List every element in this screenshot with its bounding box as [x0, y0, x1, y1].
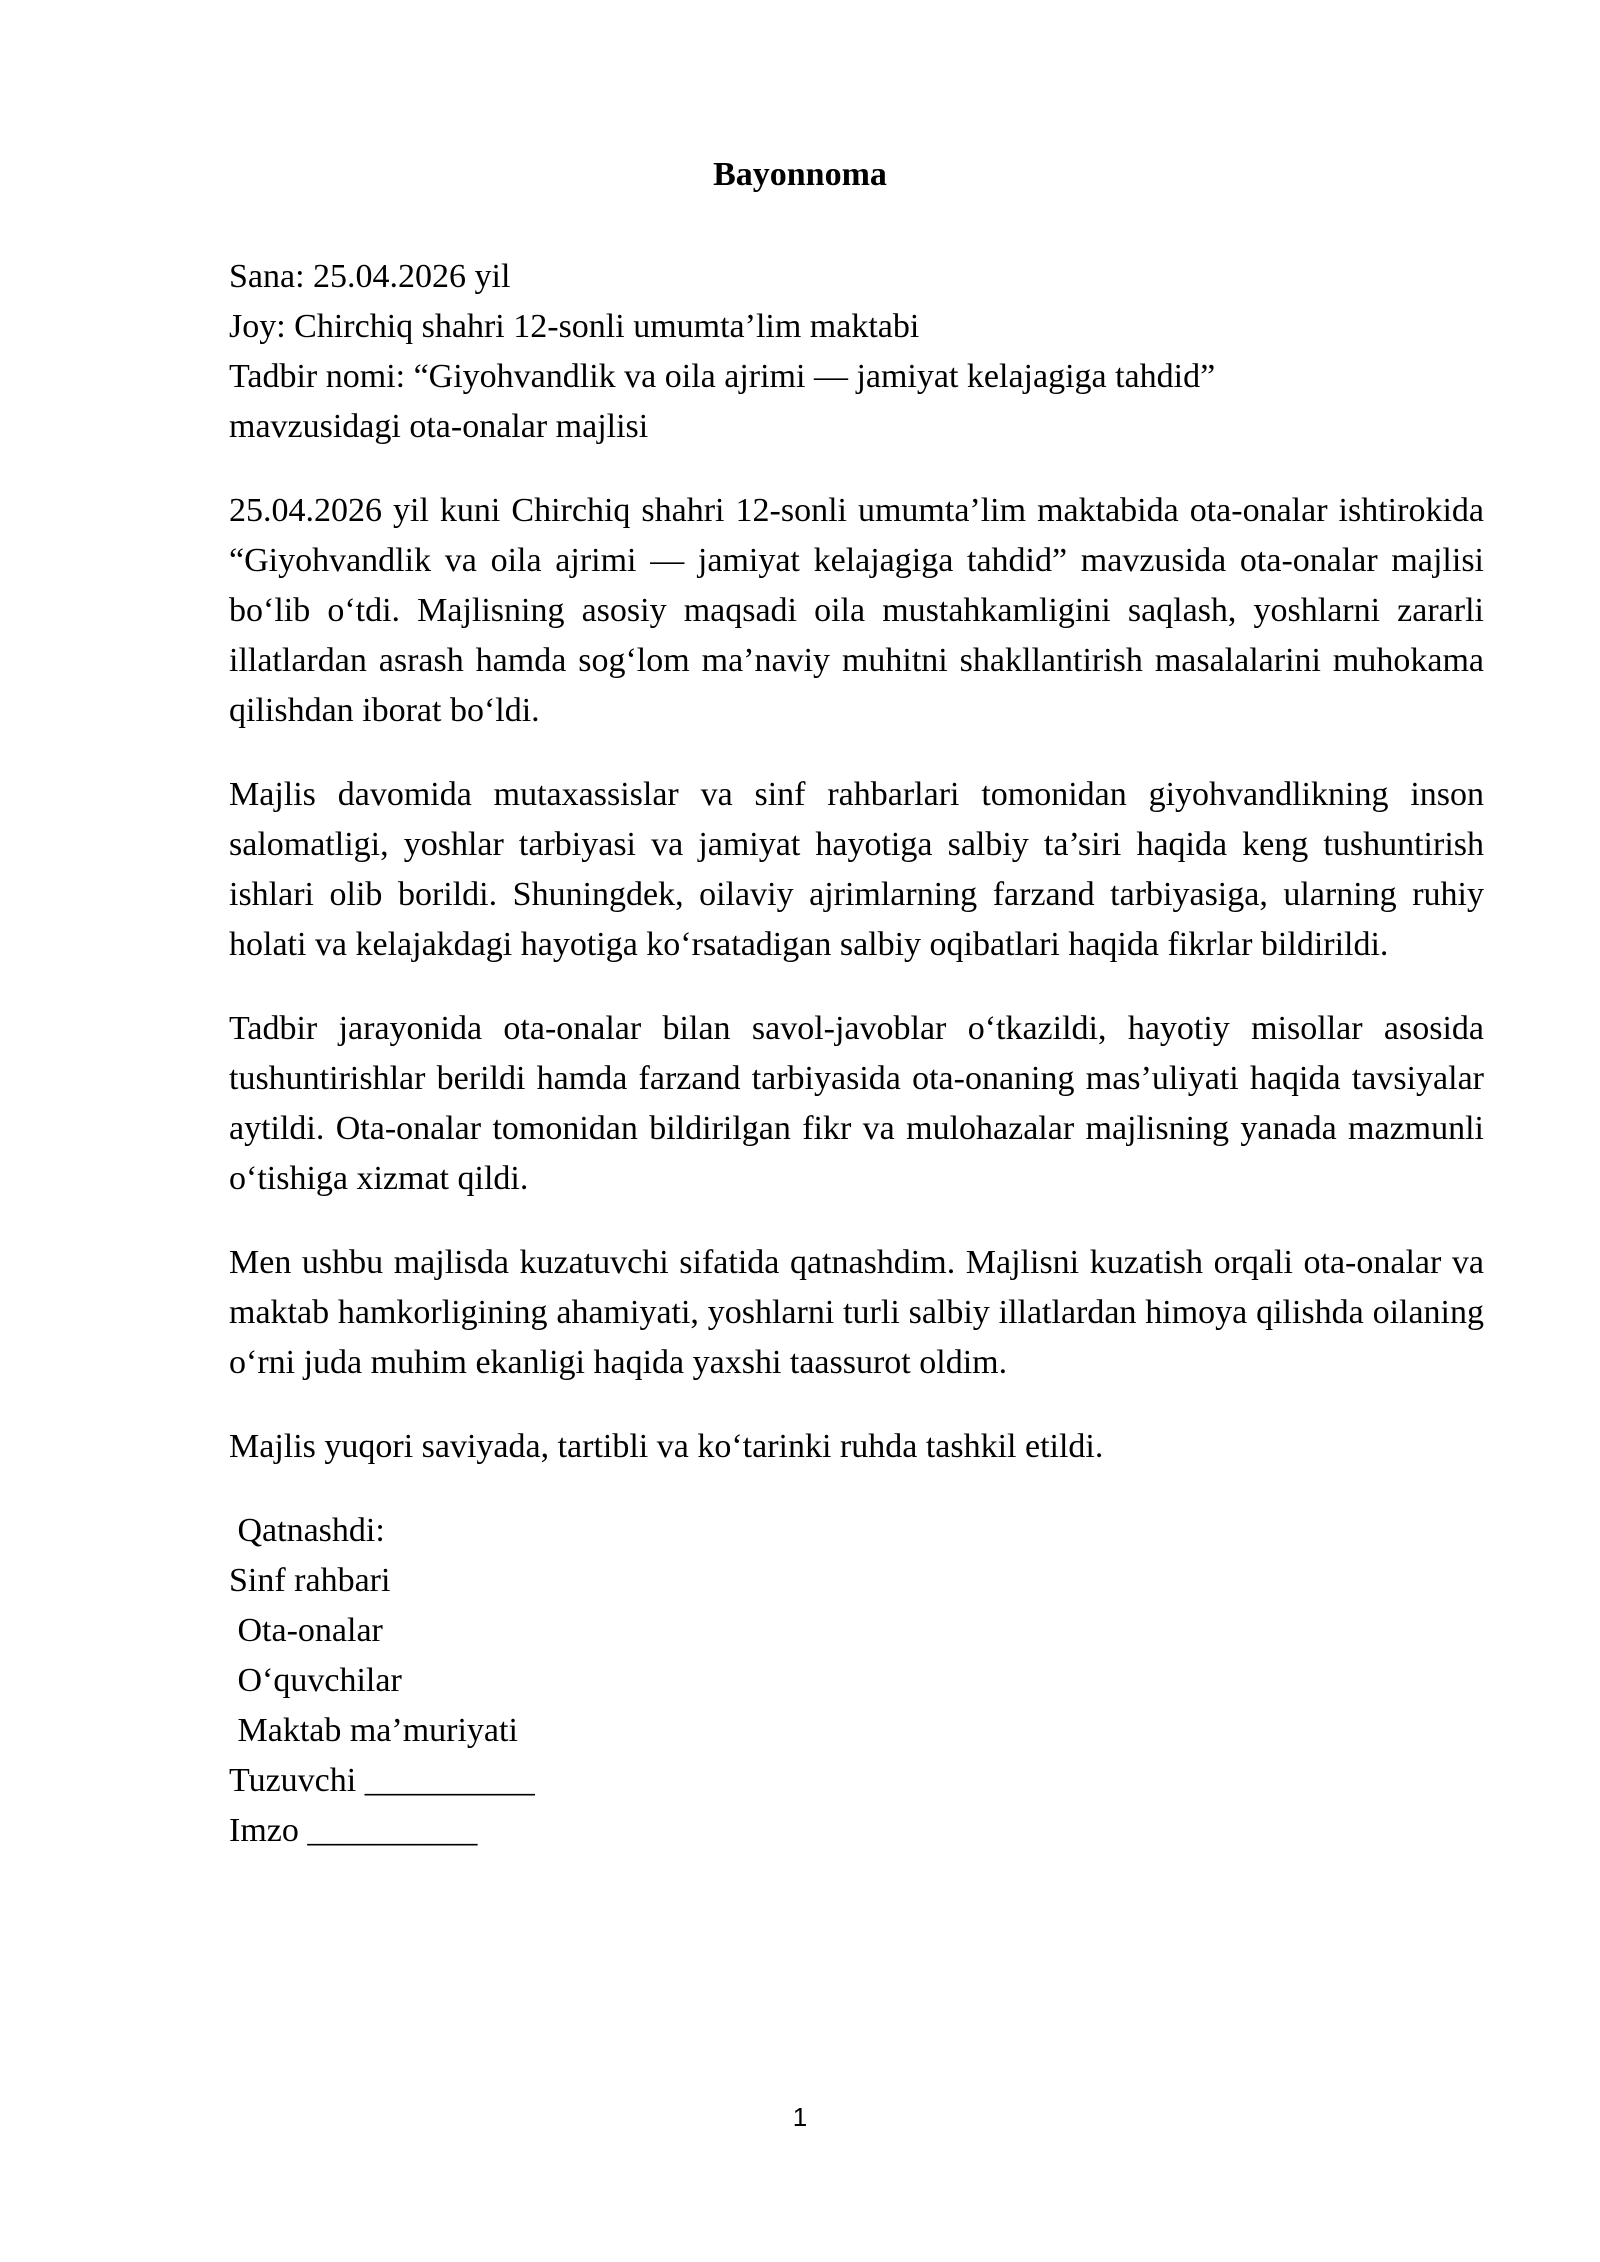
document-body: [229, 252, 1484, 1856]
meta-date: Sana: 25.04.2026 yil: [229, 258, 511, 295]
paragraph-3: Tadbir jarayonida ota-onalar bilan savol-javoblar o‘tkazildi, hayotiy misollar asosida tushuntirishlar berildi hamda farzand tarbiyasida ota-onaning mas’uliyati haqida tavsiyalar aytildi. Ota-onalar tomonidan bildirilgan fikr va mulohazalar majlisning yanada mazmunli o‘tishiga xizmat qildi.: [229, 1010, 1484, 1197]
document-title: Bayonnoma: [713, 156, 887, 193]
paragraph-1: 25.04.2026 yil kuni Chirchiq shahri 12-sonli umumta’lim maktabida ota-onalar ishtirokida “Giyohvandlik va oila ajrimi — jamiyat kelajagiga tahdid” mavzusida ota-onalar majlisi bo‘lib o‘tdi. Majlisning asosiy maqsadi oila mustahkamligini saqlash, yoshlarni zararli illatlardan asrash hamda sog‘lom ma’naviy muhitni shakllantirish masalalarini muhokama qilishdan iborat bo‘ldi.: [229, 492, 1484, 729]
participants-block: [229, 1506, 1484, 1856]
spacer: [229, 1388, 1484, 1422]
participant-item: O‘quvchilar: [229, 1662, 402, 1699]
participant-item: Sinf rahbari: [229, 1562, 391, 1599]
compiler-signature-line: Tuzuvchi __________: [229, 1762, 535, 1799]
spacer: [229, 452, 1484, 486]
signature-line: Imzo __________: [229, 1812, 478, 1849]
meta-place: Joy: Chirchiq shahri 12-sonli umumta’lim maktabi: [229, 308, 920, 345]
meta-event-line-1: Tadbir nomi: “Giyohvandlik va oila ajrimi — jamiyat kelajagiga tahdid”: [229, 358, 1216, 395]
spacer: [229, 1472, 1484, 1506]
paragraph-4: Men ushbu majlisda kuzatuvchi sifatida qatnashdim. Majlisni kuzatish orqali ota-onalar va maktab hamkorligining ahamiyati, yoshlarni turli salbiy illatlardan himoya qilishda oilaning o‘rni juda muhim ekanligi haqida yaxshi taassurot oldim.: [229, 1244, 1484, 1381]
participant-item: Maktab ma’muriyati: [229, 1712, 518, 1749]
paragraph-2: Majlis davomida mutaxassislar va sinf rahbarlari tomonidan giyohvandlikning inson salomatligi, yoshlar tarbiyasi va jamiyat hayotiga salbiy ta’siri haqida keng tushuntirish ishlari olib borildi. Shuningdek, oilaviy ajrimlarning farzand tarbiyasiga, ularning ruhiy holati va kelajakdagi hayotiga ko‘rsatadigan salbiy oqibatlari haqida fikrlar bildirildi.: [229, 776, 1484, 963]
page-number: 1: [792, 2102, 808, 2132]
participant-item: Ota-onalar: [229, 1612, 383, 1649]
participants-heading: Qatnashdi:: [229, 1512, 385, 1549]
spacer: [229, 1204, 1484, 1238]
spacer: [229, 970, 1484, 1004]
meta-event-line-2: mavzusidagi ota-onalar majlisi: [229, 408, 649, 445]
spacer: [229, 736, 1484, 770]
paragraph-5: Majlis yuqori saviyada, tartibli va ko‘tarinki ruhda tashkil etildi.: [229, 1428, 1104, 1465]
meta-block: [229, 252, 1484, 452]
